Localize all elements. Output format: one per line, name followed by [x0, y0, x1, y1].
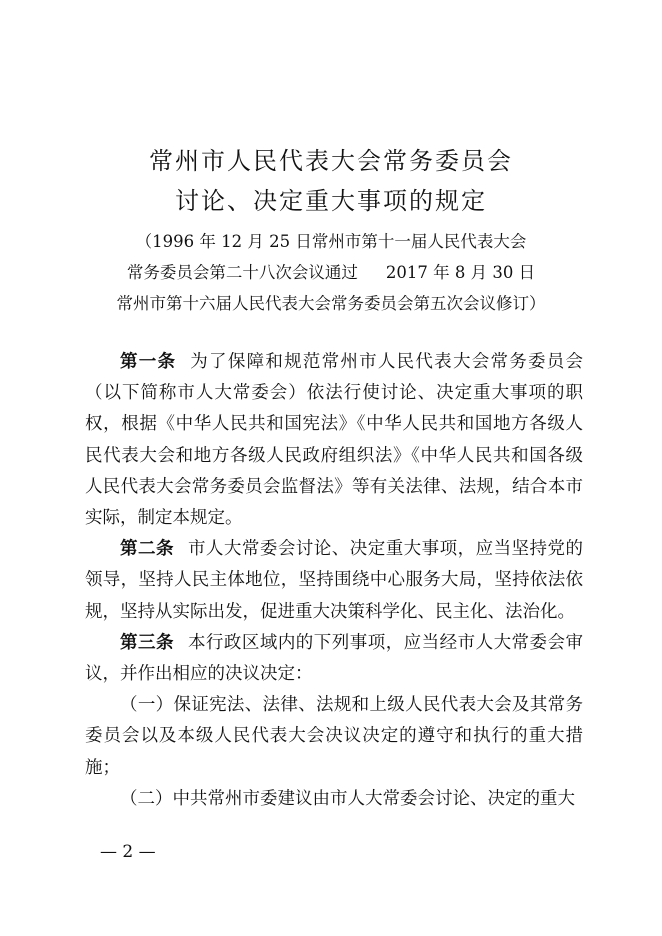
subtitle-line-2 — [0, 262, 662, 284]
page-number: — 2 — — [100, 842, 156, 862]
article-text: 本行政区域内的下列事项，应当经市人大常委会审议，并作出相应的决议决定： — [85, 632, 583, 685]
document-title-line-2: 讨论、决定重大事项的规定 — [175, 187, 487, 215]
article-label: 第二条 — [120, 539, 174, 560]
list-item-1: （一）保证宪法、法律、法规和上级人民代表大会及其常务委员会以及本级人民代表大会决议决定的遵守和执行的重大措施； — [85, 695, 583, 778]
article-label: 第三条 — [120, 632, 174, 653]
subtitle-adoption: 常务委员会第二十八次会议通过 — [126, 263, 358, 282]
document-title-line-1: 常州市人民代表大会常务委员会 — [149, 147, 513, 175]
article-2 — [85, 534, 583, 628]
article-text: 为了保障和规范常州市人民代表大会常务委员会（以下简称市人大常委会）依法行使讨论、决定重大事项的职权，根据《中华人民共和国宪法》《中华人民共和国地方各级人民代表大会和地方各级人民政府组织法》《中华人民共和国各级人民代表大会常务委员会监督法》等有关法律、法规，结合本市实际，制定本规定。 — [85, 352, 584, 529]
subtitle-line-1: （1996 年 12 月 25 日常州市第十一届人民代表大会 — [135, 232, 527, 251]
article-3 — [85, 628, 583, 690]
article-1 — [85, 347, 583, 534]
article-label: 第一条 — [120, 352, 177, 372]
list-item-2: （二）中共常州市委建议由市人大常委会讨论、决定的重大 — [120, 788, 575, 809]
document-body — [85, 347, 583, 815]
subtitle-line-3: 常州市第十六届人民代表大会常务委员会第五次会议修订） — [116, 294, 546, 313]
subtitle-revision-date: 2017 年 8 月 30 日 — [385, 263, 536, 282]
article-text: 市人大常委会讨论、决定重大事项，应当坚持党的领导，坚持人民主体地位，坚持围绕中心服务大局，坚持依法依规，坚持从实际出发，促进重大决策科学化、民主化、法治化。 — [85, 539, 583, 622]
